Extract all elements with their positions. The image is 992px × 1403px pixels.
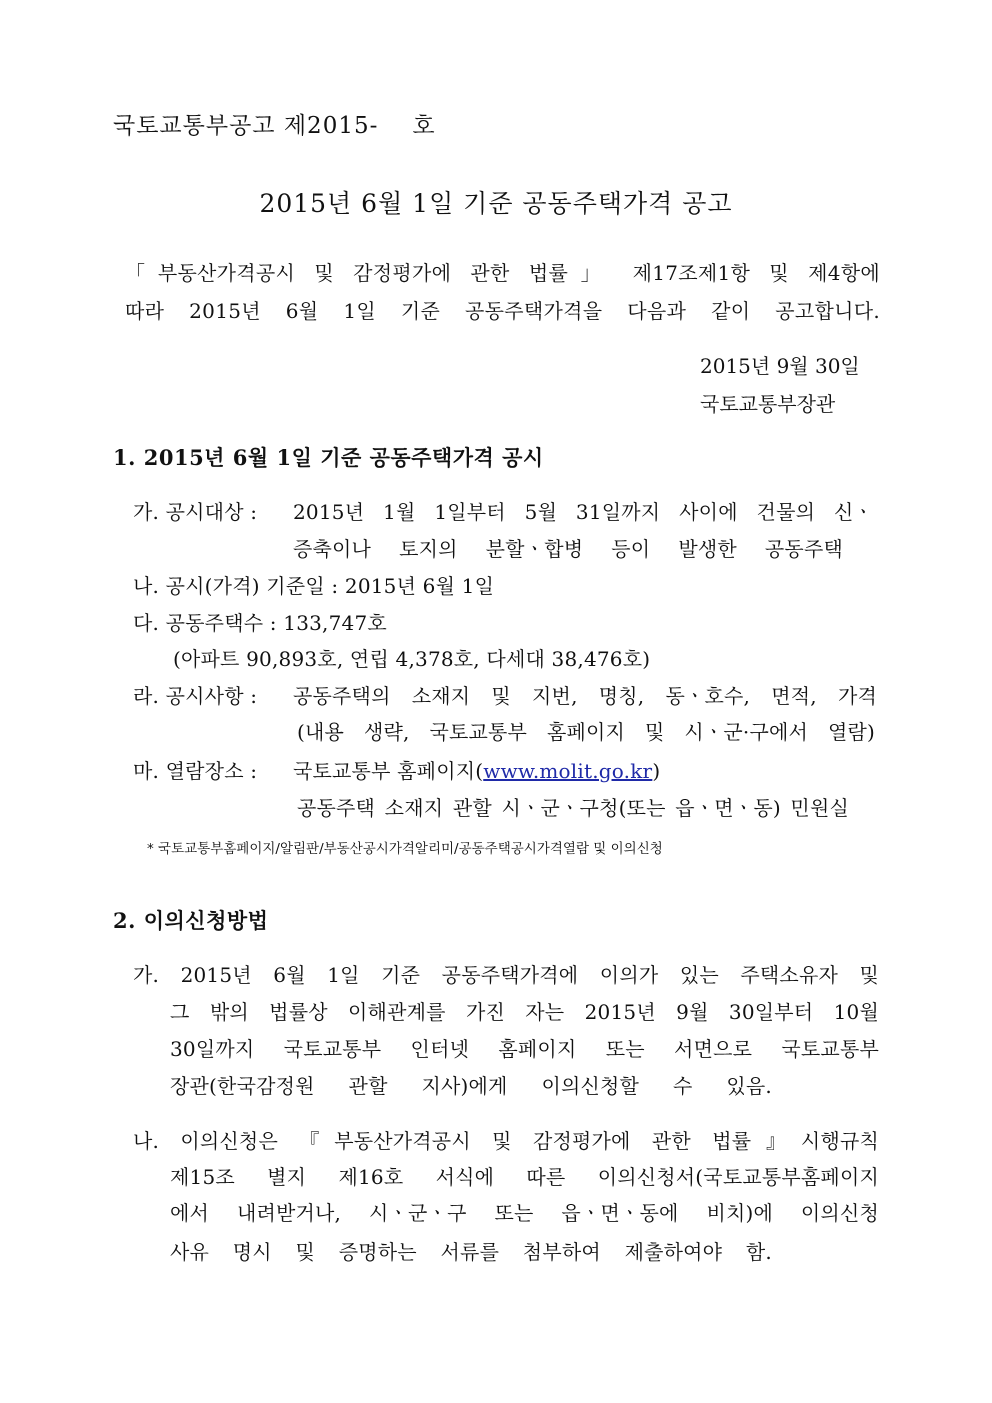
document-title: 2015년 6월 1일 기준 공동주택가격 공고 xyxy=(259,189,733,218)
homepage-label: 국토교통부 홈페이지( xyxy=(293,759,484,783)
s1-ga-line-1: 2015년 1월 1일부터 5월 31일까지 사이에 건물의 신ㆍ xyxy=(293,500,873,524)
homepage-label-close: ) xyxy=(652,759,661,783)
s2-na-line-4: 사유 명시 및 증명하는 서류를 첨부하여 제출하여야 함. xyxy=(170,1240,772,1264)
intro-line-1: 「부동산가격공시 및 감정평가에 관한 법률」 제17조제1항 및 제4항에 xyxy=(125,261,880,285)
s2-ga-line-1: 가. 2015년 6월 1일 기준 공동주택가격에 이의가 있는 주택소유자 및 xyxy=(133,963,879,987)
s1-ma-label: 마. 열람장소 : xyxy=(133,759,258,783)
s1-da-sub: (아파트 90,893호, 연립 4,378호, 다세대 38,476호) xyxy=(173,647,651,671)
s1-ra-line-2: (내용 생략, 국토교통부 홈페이지 및 시ㆍ군·구에서 열람) xyxy=(297,720,875,744)
notice-number xyxy=(113,107,436,140)
signature-date: 2015년 9월 30일 xyxy=(700,354,860,378)
s1-ga-line-2: 증축이나 토지의 분할ㆍ합병 등이 발생한 공동주택 xyxy=(293,537,843,561)
s2-na-line-2: 제15조 별지 제16호 서식에 따른 이의신청서(국토교통부홈페이지 xyxy=(170,1165,879,1189)
s1-footnote: * 국토교통부홈페이지/알림판/부동산공시가격알리미/공동주택공시가격열람 및 이의신청 xyxy=(147,841,663,857)
molit-homepage-link[interactable]: www.molit.go.kr xyxy=(483,759,653,783)
s2-ga-line-4: 장관(한국감정원 관할 지사)에게 이의신청할 수 있음. xyxy=(170,1074,772,1098)
s1-ma-line-2: 공동주택 소재지 관할 시ㆍ군ㆍ구청(또는 읍ㆍ면ㆍ동) 민원실 xyxy=(297,796,849,820)
intro-line-2: 따라 2015년 6월 1일 기준 공동주택가격을 다음과 같이 공고합니다. xyxy=(125,299,880,323)
s1-ga-label: 가. 공시대상 : xyxy=(133,500,258,524)
s2-ga-line-3: 30일까지 국토교통부 인터넷 홈페이지 또는 서면으로 국토교통부 xyxy=(170,1037,879,1061)
s2-na-line-3: 에서 내려받거나, 시ㆍ군ㆍ구 또는 읍ㆍ면ㆍ동에 비치)에 이의신청 xyxy=(170,1201,879,1225)
s1-da-line: 다. 공동주택수 : 133,747호 xyxy=(133,611,387,635)
notice-suffix: 호 xyxy=(412,113,436,139)
section-1-heading: 1. 2015년 6월 1일 기준 공동주택가격 공시 xyxy=(113,445,544,470)
s2-na-line-1: 나. 이의신청은 『부동산가격공시 및 감정평가에 관한 법률』시행규칙 xyxy=(133,1129,879,1153)
s1-ra-line-1: 공동주택의 소재지 및 지번, 명칭, 동ㆍ호수, 면적, 가격 xyxy=(293,684,877,708)
s1-na-line: 나. 공시(가격) 기준일 : 2015년 6월 1일 xyxy=(133,574,495,598)
notice-prefix: 국토교통부공고 제2015- xyxy=(113,113,379,139)
signature-issuer: 국토교통부장관 xyxy=(700,392,836,416)
s1-ra-label: 라. 공시사항 : xyxy=(133,684,258,708)
s2-ga-line-2: 그 밖의 법률상 이해관계를 가진 자는 2015년 9월 30일부터 10월 xyxy=(170,1000,879,1024)
section-2-heading: 2. 이의신청방법 xyxy=(113,908,269,933)
s1-ma-line-1 xyxy=(293,755,660,784)
